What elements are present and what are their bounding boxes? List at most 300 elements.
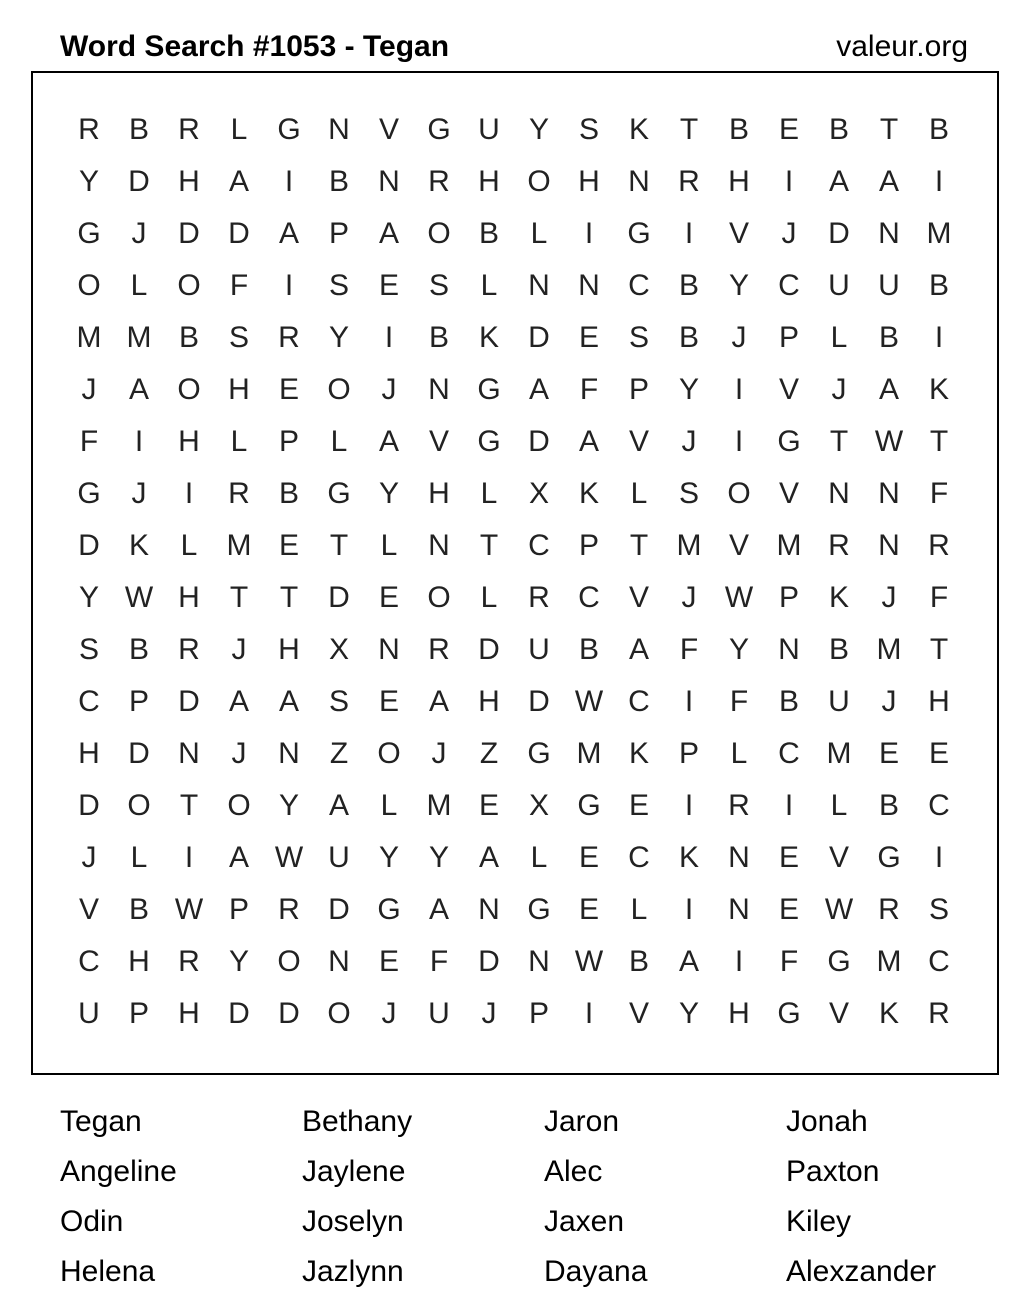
grid-cell[interactable]: P [278, 425, 299, 458]
grid-cell[interactable]: N [878, 217, 900, 250]
grid-cell[interactable]: A [428, 893, 449, 926]
grid-cell[interactable]: N [428, 373, 450, 406]
grid-cell[interactable]: M [76, 321, 102, 354]
grid-cell[interactable]: M [676, 529, 702, 562]
grid-cell[interactable]: N [328, 113, 350, 146]
grid-cell[interactable]: H [178, 425, 200, 458]
grid-cell[interactable]: D [78, 529, 100, 562]
grid-cell[interactable]: H [428, 477, 450, 510]
grid-cell[interactable]: I [284, 165, 294, 198]
grid-cell[interactable]: B [678, 269, 699, 302]
grid-cell[interactable]: J [381, 997, 397, 1030]
grid-cell[interactable]: C [78, 685, 100, 718]
grid-cell[interactable]: L [630, 477, 648, 510]
grid-cell[interactable]: Y [228, 945, 249, 978]
grid-cell[interactable]: O [77, 269, 101, 302]
grid-cell[interactable]: T [879, 113, 899, 146]
grid-cell[interactable]: B [178, 321, 199, 354]
grid-cell[interactable]: E [778, 841, 799, 874]
grid-cell[interactable]: J [381, 373, 397, 406]
grid-cell[interactable]: P [578, 529, 599, 562]
grid-cell[interactable]: C [578, 581, 600, 614]
grid-cell[interactable]: L [130, 841, 148, 874]
grid-cell[interactable]: B [128, 633, 149, 666]
grid-cell[interactable]: A [228, 841, 249, 874]
site-name[interactable]: valeur.org [836, 30, 968, 63]
grid-cell[interactable]: D [478, 945, 500, 978]
grid-cell[interactable]: N [328, 945, 350, 978]
grid-cell[interactable]: V [628, 425, 649, 458]
grid-cell[interactable]: Y [78, 581, 99, 614]
grid-cell[interactable]: J [681, 581, 697, 614]
grid-cell[interactable]: G [377, 893, 401, 926]
grid-cell[interactable]: P [778, 321, 799, 354]
grid-cell[interactable]: F [929, 477, 949, 510]
grid-cell[interactable]: A [428, 685, 449, 718]
grid-cell[interactable]: V [828, 841, 849, 874]
grid-cell[interactable]: J [481, 997, 497, 1030]
grid-cell[interactable]: K [878, 997, 899, 1030]
grid-cell[interactable]: L [480, 477, 498, 510]
grid-cell[interactable]: O [527, 165, 551, 198]
grid-cell[interactable]: E [378, 945, 399, 978]
grid-cell[interactable]: D [178, 685, 200, 718]
grid-cell[interactable]: B [328, 165, 349, 198]
grid-cell[interactable]: P [678, 737, 699, 770]
grid-cell[interactable]: C [778, 269, 800, 302]
grid-cell[interactable]: A [228, 685, 249, 718]
grid-cell[interactable]: P [228, 893, 249, 926]
grid-cell[interactable]: C [928, 945, 950, 978]
grid-cell[interactable]: S [228, 321, 249, 354]
grid-cell[interactable]: O [427, 581, 451, 614]
grid-cell[interactable]: Y [728, 269, 749, 302]
grid-cell[interactable]: M [576, 737, 602, 770]
grid-cell[interactable]: A [278, 685, 299, 718]
grid-cell[interactable]: N [878, 529, 900, 562]
grid-cell[interactable]: D [478, 633, 500, 666]
grid-cell[interactable]: P [328, 217, 349, 250]
grid-cell[interactable]: E [778, 893, 799, 926]
grid-cell[interactable]: N [578, 269, 600, 302]
grid-cell[interactable]: R [728, 789, 750, 822]
grid-cell[interactable]: Y [678, 997, 699, 1030]
grid-cell[interactable]: D [178, 217, 200, 250]
grid-cell[interactable]: R [878, 893, 900, 926]
grid-cell[interactable]: Y [678, 373, 699, 406]
grid-cell[interactable]: I [584, 217, 594, 250]
grid-cell[interactable]: J [681, 425, 697, 458]
grid-cell[interactable]: R [278, 893, 300, 926]
grid-cell[interactable]: L [480, 581, 498, 614]
grid-cell[interactable]: K [628, 737, 649, 770]
grid-cell[interactable]: D [228, 997, 250, 1030]
grid-cell[interactable]: O [327, 373, 351, 406]
grid-cell[interactable]: D [228, 217, 250, 250]
grid-cell[interactable]: H [178, 581, 200, 614]
grid-cell[interactable]: A [278, 217, 299, 250]
grid-cell[interactable]: M [926, 217, 952, 250]
grid-cell[interactable]: H [178, 997, 200, 1030]
grid-cell[interactable]: G [527, 737, 551, 770]
grid-cell[interactable]: V [378, 113, 399, 146]
grid-cell[interactable]: O [427, 217, 451, 250]
grid-cell[interactable]: G [877, 841, 901, 874]
grid-cell[interactable]: Y [528, 113, 549, 146]
grid-cell[interactable]: N [778, 633, 800, 666]
grid-cell[interactable]: X [328, 633, 349, 666]
grid-cell[interactable]: Z [479, 737, 499, 770]
grid-cell[interactable]: I [734, 425, 744, 458]
grid-cell[interactable]: F [229, 269, 249, 302]
grid-cell[interactable]: I [734, 945, 744, 978]
grid-cell[interactable]: C [528, 529, 550, 562]
grid-cell[interactable]: B [878, 789, 899, 822]
grid-cell[interactable]: C [778, 737, 800, 770]
grid-cell[interactable]: N [828, 477, 850, 510]
grid-cell[interactable]: S [328, 269, 349, 302]
grid-cell[interactable]: L [330, 425, 348, 458]
grid-cell[interactable]: O [377, 737, 401, 770]
grid-cell[interactable]: W [124, 581, 154, 614]
grid-cell[interactable]: E [278, 529, 299, 562]
grid-cell[interactable]: H [578, 165, 600, 198]
grid-cell[interactable]: D [78, 789, 100, 822]
grid-cell[interactable]: M [826, 737, 852, 770]
grid-cell[interactable]: E [378, 581, 399, 614]
grid-cell[interactable]: R [428, 165, 450, 198]
grid-cell[interactable]: J [231, 737, 247, 770]
grid-cell[interactable]: L [530, 841, 548, 874]
grid-cell[interactable]: A [678, 945, 699, 978]
grid-cell[interactable]: S [628, 321, 649, 354]
grid-cell[interactable]: S [678, 477, 699, 510]
grid-cell[interactable]: L [530, 217, 548, 250]
grid-cell[interactable]: B [128, 113, 149, 146]
grid-cell[interactable]: K [628, 113, 649, 146]
grid-cell[interactable]: M [876, 633, 902, 666]
grid-cell[interactable]: T [629, 529, 649, 562]
grid-cell[interactable]: T [279, 581, 299, 614]
grid-cell[interactable]: I [784, 789, 794, 822]
grid-cell[interactable]: J [881, 685, 897, 718]
grid-cell[interactable]: K [928, 373, 949, 406]
grid-cell[interactable]: C [928, 789, 950, 822]
grid-cell[interactable]: U [428, 997, 450, 1030]
grid-cell[interactable]: E [378, 685, 399, 718]
grid-cell[interactable]: B [278, 477, 299, 510]
grid-cell[interactable]: Z [329, 737, 349, 770]
grid-cell[interactable]: M [126, 321, 152, 354]
grid-cell[interactable]: B [778, 685, 799, 718]
grid-cell[interactable]: D [528, 321, 550, 354]
grid-cell[interactable]: H [128, 945, 150, 978]
grid-cell[interactable]: J [131, 477, 147, 510]
grid-cell[interactable]: R [178, 945, 200, 978]
grid-cell[interactable]: M [876, 945, 902, 978]
grid-cell[interactable]: B [828, 113, 849, 146]
grid-cell[interactable]: J [81, 373, 97, 406]
grid-cell[interactable]: I [684, 217, 694, 250]
grid-cell[interactable]: J [881, 581, 897, 614]
grid-cell[interactable]: N [528, 945, 550, 978]
grid-cell[interactable]: K [678, 841, 699, 874]
grid-cell[interactable]: H [278, 633, 300, 666]
grid-cell[interactable]: W [274, 841, 304, 874]
grid-cell[interactable]: T [829, 425, 849, 458]
grid-cell[interactable]: I [784, 165, 794, 198]
grid-cell[interactable]: W [824, 893, 854, 926]
grid-cell[interactable]: A [528, 373, 549, 406]
grid-cell[interactable]: V [728, 217, 749, 250]
grid-cell[interactable]: I [684, 685, 694, 718]
grid-cell[interactable]: O [227, 789, 251, 822]
grid-cell[interactable]: N [378, 165, 400, 198]
grid-cell[interactable]: B [828, 633, 849, 666]
grid-cell[interactable]: S [428, 269, 449, 302]
grid-cell[interactable]: B [128, 893, 149, 926]
grid-cell[interactable]: A [578, 425, 599, 458]
grid-cell[interactable]: S [578, 113, 599, 146]
grid-cell[interactable]: G [577, 789, 601, 822]
grid-cell[interactable]: K [478, 321, 499, 354]
grid-cell[interactable]: K [128, 529, 149, 562]
grid-cell[interactable]: I [384, 321, 394, 354]
grid-cell[interactable]: G [77, 217, 101, 250]
grid-cell[interactable]: J [731, 321, 747, 354]
grid-cell[interactable]: D [328, 581, 350, 614]
grid-cell[interactable]: U [828, 685, 850, 718]
grid-cell[interactable]: T [929, 633, 949, 666]
grid-cell[interactable]: R [178, 633, 200, 666]
grid-cell[interactable]: H [78, 737, 100, 770]
grid-cell[interactable]: A [628, 633, 649, 666]
grid-cell[interactable]: P [128, 997, 149, 1030]
grid-cell[interactable]: E [578, 841, 599, 874]
grid-cell[interactable]: H [728, 997, 750, 1030]
grid-cell[interactable]: G [527, 893, 551, 926]
grid-cell[interactable]: D [328, 893, 350, 926]
grid-cell[interactable]: I [684, 789, 694, 822]
grid-cell[interactable]: B [578, 633, 599, 666]
grid-cell[interactable]: G [427, 113, 451, 146]
grid-cell[interactable]: O [177, 373, 201, 406]
grid-cell[interactable]: U [528, 633, 550, 666]
grid-cell[interactable]: I [934, 165, 944, 198]
grid-cell[interactable]: H [178, 165, 200, 198]
grid-cell[interactable]: R [928, 529, 950, 562]
grid-cell[interactable]: A [828, 165, 849, 198]
grid-cell[interactable]: R [428, 633, 450, 666]
grid-cell[interactable]: O [177, 269, 201, 302]
grid-cell[interactable]: L [380, 529, 398, 562]
grid-cell[interactable]: N [528, 269, 550, 302]
grid-cell[interactable]: U [478, 113, 500, 146]
grid-cell[interactable]: W [574, 685, 604, 718]
grid-cell[interactable]: T [679, 113, 699, 146]
grid-cell[interactable]: B [678, 321, 699, 354]
grid-cell[interactable]: L [630, 893, 648, 926]
grid-cell[interactable]: F [729, 685, 749, 718]
grid-cell[interactable]: T [179, 789, 199, 822]
grid-cell[interactable]: B [478, 217, 499, 250]
grid-cell[interactable]: P [778, 581, 799, 614]
grid-cell[interactable]: J [81, 841, 97, 874]
grid-cell[interactable]: E [478, 789, 499, 822]
grid-cell[interactable]: T [929, 425, 949, 458]
grid-cell[interactable]: I [734, 373, 744, 406]
grid-cell[interactable]: U [328, 841, 350, 874]
grid-cell[interactable]: R [278, 321, 300, 354]
grid-cell[interactable]: I [684, 893, 694, 926]
grid-cell[interactable]: D [278, 997, 300, 1030]
grid-cell[interactable]: B [878, 321, 899, 354]
grid-cell[interactable]: I [134, 425, 144, 458]
grid-cell[interactable]: G [477, 373, 501, 406]
grid-cell[interactable]: D [528, 685, 550, 718]
grid-cell[interactable]: R [678, 165, 700, 198]
grid-cell[interactable]: U [828, 269, 850, 302]
grid-cell[interactable]: E [378, 269, 399, 302]
grid-cell[interactable]: F [79, 425, 99, 458]
grid-cell[interactable]: H [928, 685, 950, 718]
grid-cell[interactable]: N [628, 165, 650, 198]
grid-cell[interactable]: B [428, 321, 449, 354]
grid-cell[interactable]: W [724, 581, 754, 614]
grid-cell[interactable]: B [728, 113, 749, 146]
grid-cell[interactable]: Y [328, 321, 349, 354]
grid-cell[interactable]: R [78, 113, 100, 146]
grid-cell[interactable]: N [378, 633, 400, 666]
grid-cell[interactable]: G [77, 477, 101, 510]
grid-cell[interactable]: H [228, 373, 250, 406]
grid-cell[interactable]: R [528, 581, 550, 614]
grid-cell[interactable]: V [828, 997, 849, 1030]
grid-cell[interactable]: A [228, 165, 249, 198]
grid-cell[interactable]: B [928, 113, 949, 146]
grid-cell[interactable]: B [928, 269, 949, 302]
grid-cell[interactable]: N [878, 477, 900, 510]
grid-cell[interactable]: S [328, 685, 349, 718]
grid-cell[interactable]: L [180, 529, 198, 562]
grid-cell[interactable]: Y [378, 841, 399, 874]
grid-cell[interactable]: Y [278, 789, 299, 822]
grid-cell[interactable]: A [378, 425, 399, 458]
grid-cell[interactable]: S [78, 633, 99, 666]
grid-cell[interactable]: P [128, 685, 149, 718]
grid-cell[interactable]: W [174, 893, 204, 926]
grid-cell[interactable]: P [528, 997, 549, 1030]
grid-cell[interactable]: V [628, 581, 649, 614]
grid-cell[interactable]: I [934, 321, 944, 354]
grid-cell[interactable]: V [778, 477, 799, 510]
grid-cell[interactable]: C [628, 841, 650, 874]
grid-cell[interactable]: H [478, 165, 500, 198]
grid-cell[interactable]: C [78, 945, 100, 978]
grid-cell[interactable]: M [426, 789, 452, 822]
grid-cell[interactable]: T [479, 529, 499, 562]
grid-cell[interactable]: U [78, 997, 100, 1030]
grid-cell[interactable]: G [777, 425, 801, 458]
grid-cell[interactable]: A [378, 217, 399, 250]
grid-cell[interactable]: R [828, 529, 850, 562]
grid-cell[interactable]: F [579, 373, 599, 406]
grid-cell[interactable]: F [929, 581, 949, 614]
grid-cell[interactable]: O [327, 997, 351, 1030]
grid-cell[interactable]: F [429, 945, 449, 978]
grid-cell[interactable]: O [127, 789, 151, 822]
grid-cell[interactable]: C [628, 685, 650, 718]
grid-cell[interactable]: A [128, 373, 149, 406]
grid-cell[interactable]: E [928, 737, 949, 770]
grid-cell[interactable]: V [728, 529, 749, 562]
grid-cell[interactable]: E [778, 113, 799, 146]
grid-cell[interactable]: T [329, 529, 349, 562]
grid-cell[interactable]: X [528, 477, 549, 510]
grid-cell[interactable]: L [730, 737, 748, 770]
grid-cell[interactable]: D [128, 737, 150, 770]
grid-cell[interactable]: L [480, 269, 498, 302]
grid-cell[interactable]: E [628, 789, 649, 822]
grid-cell[interactable]: L [830, 789, 848, 822]
grid-cell[interactable]: Y [78, 165, 99, 198]
grid-cell[interactable]: E [278, 373, 299, 406]
grid-cell[interactable]: F [679, 633, 699, 666]
grid-cell[interactable]: W [874, 425, 904, 458]
grid-cell[interactable]: A [878, 373, 899, 406]
grid-cell[interactable]: L [830, 321, 848, 354]
grid-cell[interactable]: U [878, 269, 900, 302]
grid-cell[interactable]: J [781, 217, 797, 250]
grid-cell[interactable]: B [628, 945, 649, 978]
grid-cell[interactable]: W [574, 945, 604, 978]
grid-cell[interactable]: I [284, 269, 294, 302]
grid-cell[interactable]: N [478, 893, 500, 926]
grid-cell[interactable]: J [231, 633, 247, 666]
grid-cell[interactable]: J [431, 737, 447, 770]
grid-cell[interactable]: P [628, 373, 649, 406]
grid-cell[interactable]: T [229, 581, 249, 614]
grid-cell[interactable]: L [130, 269, 148, 302]
grid-cell[interactable]: G [627, 217, 651, 250]
grid-cell[interactable]: J [831, 373, 847, 406]
grid-cell[interactable]: N [278, 737, 300, 770]
grid-cell[interactable]: D [828, 217, 850, 250]
grid-cell[interactable]: A [478, 841, 499, 874]
grid-cell[interactable]: C [628, 269, 650, 302]
grid-cell[interactable]: Y [728, 633, 749, 666]
grid-cell[interactable]: G [477, 425, 501, 458]
grid-cell[interactable]: G [827, 945, 851, 978]
grid-cell[interactable]: E [578, 321, 599, 354]
grid-cell[interactable]: G [777, 997, 801, 1030]
grid-cell[interactable]: O [277, 945, 301, 978]
grid-cell[interactable]: G [277, 113, 301, 146]
grid-cell[interactable]: N [428, 529, 450, 562]
grid-cell[interactable]: V [428, 425, 449, 458]
grid-cell[interactable]: S [928, 893, 949, 926]
grid-cell[interactable]: Y [378, 477, 399, 510]
grid-cell[interactable]: R [928, 997, 950, 1030]
grid-cell[interactable]: R [178, 113, 200, 146]
grid-cell[interactable]: I [184, 841, 194, 874]
grid-cell[interactable]: L [230, 425, 248, 458]
grid-cell[interactable]: K [828, 581, 849, 614]
grid-cell[interactable]: A [328, 789, 349, 822]
grid-cell[interactable]: I [184, 477, 194, 510]
grid-cell[interactable]: V [628, 997, 649, 1030]
grid-cell[interactable]: I [584, 997, 594, 1030]
